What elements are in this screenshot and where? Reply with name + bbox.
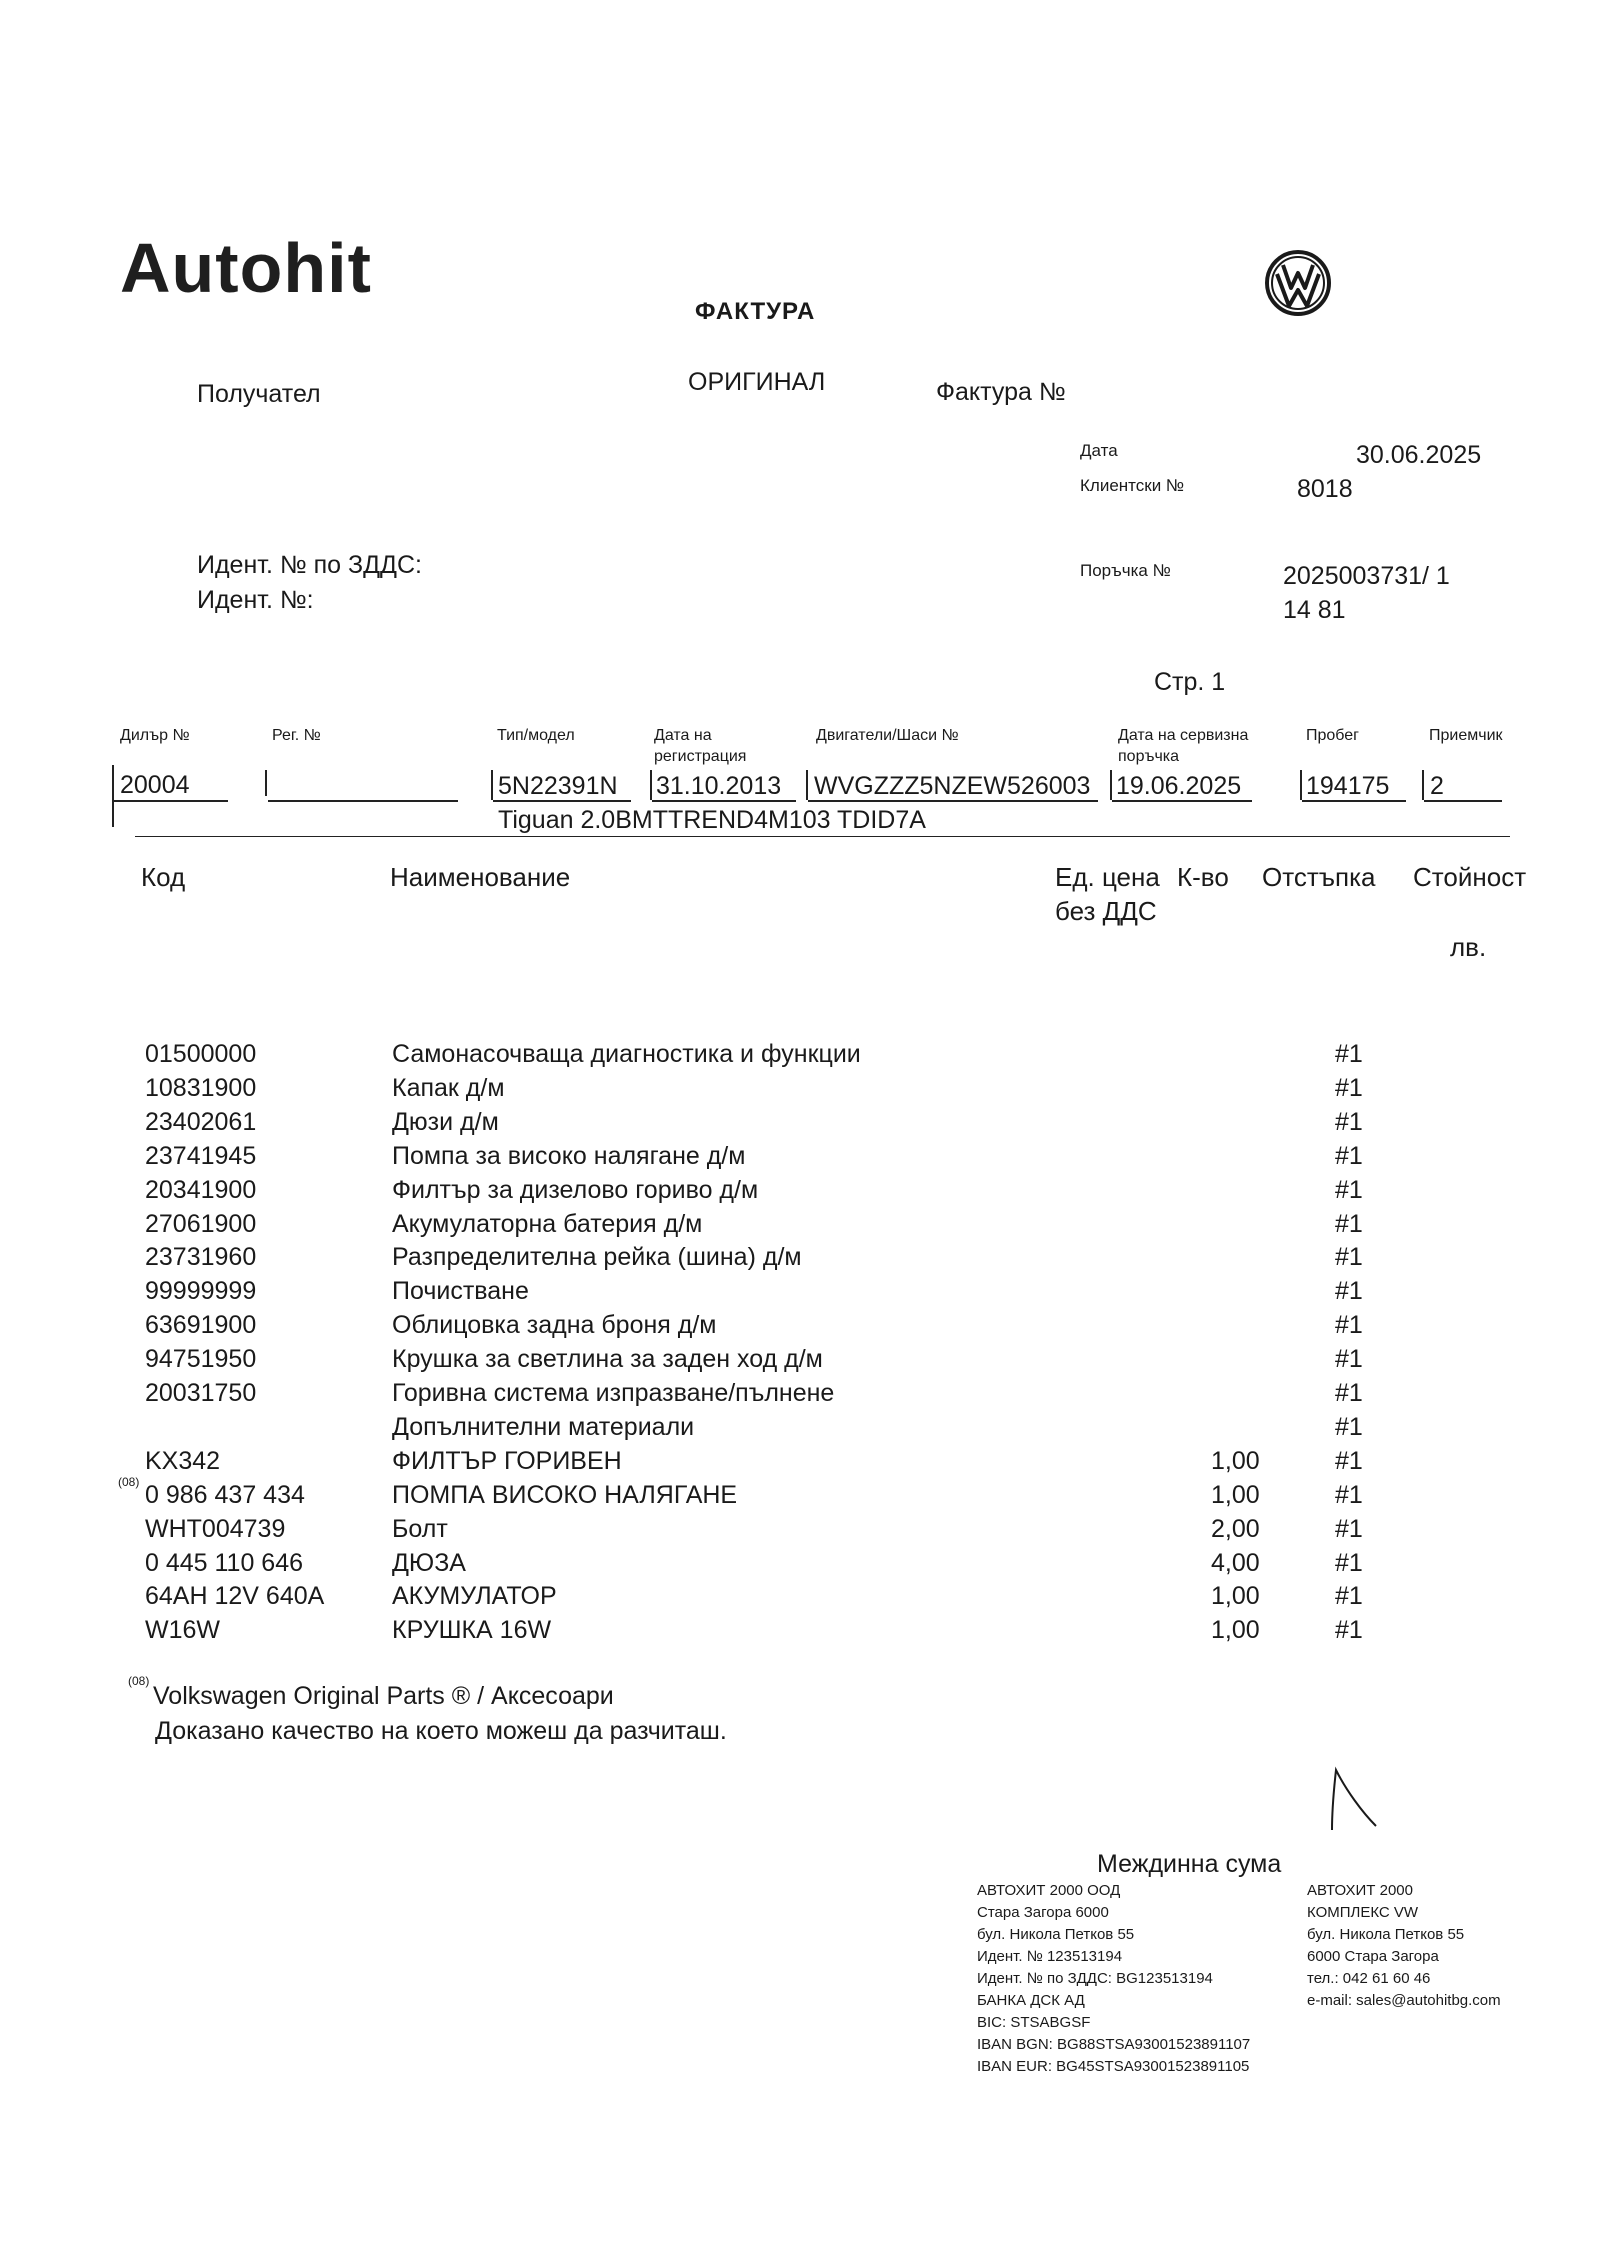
col-header-name: Наименование [390,862,571,892]
item-qty: 1,00 [1211,1480,1260,1509]
signature-mark [1318,1760,1398,1840]
item-discount: #1 [1335,1616,1363,1645]
table-row [0,1142,1600,1176]
item-code: 99999999 [145,1277,257,1306]
company-info-line: e-mail: sales@autohitbg.com [1307,1992,1501,2009]
recipient-label: Получател [197,380,321,408]
item-code: 23731960 [145,1243,257,1272]
item-qty: 1,00 [1211,1616,1260,1645]
item-code: 64AH 12V 640A [145,1582,325,1611]
order-number-label: Поръчка № [1080,561,1171,580]
parts-line: Volkswagen Original Parts ® / Аксесоари [153,1682,614,1710]
company-info-line: Стара Загора 6000 [977,1904,1109,1921]
item-code: W16W [145,1616,220,1645]
table-row [0,1616,1600,1650]
date-label: Дата [1080,441,1118,460]
invoice-number-label: Фактура № [936,378,1066,406]
item-discount: #1 [1335,1345,1363,1374]
item-name: Капак д/м [392,1073,505,1102]
item-discount: #1 [1335,1480,1363,1509]
company-info-line: 6000 Стара Загора [1307,1948,1439,1965]
registration-date: 31.10.2013 [656,772,782,800]
type-model-label: Тип/модел [497,727,575,744]
table-row [0,1108,1600,1142]
registration-date-label: Дата на регистрация [654,727,747,765]
item-discount: #1 [1335,1379,1363,1407]
item-name: ФИЛТЪР ГОРИВЕН [392,1446,622,1475]
item-qty: 1,00 [1211,1582,1260,1611]
item-name: Почистване [392,1277,529,1306]
chassis-number: WVGZZZ5NZEW526003 [814,772,1091,800]
col-header-discount: Отстъпка [1262,862,1376,892]
company-info-line: Идент. № 123513194 [977,1948,1123,1965]
table-row [0,1474,1600,1515]
item-discount: #1 [1335,1582,1363,1611]
col-header-value: Стойност [1413,862,1527,892]
company-info-line: IBAN BGN: BG88STSA93001523891107 [977,2036,1251,2053]
company-details-left [977,1880,1250,2078]
parts-footnote-mark: (08) [128,1674,150,1688]
receiver-label: Приемчик [1429,727,1503,744]
item-discount: #1 [1335,1073,1363,1102]
service-date-label: Дата на сервизна поръчка [1118,727,1249,765]
item-discount: #1 [1335,1277,1363,1306]
table-row [0,1379,1600,1413]
mileage-label: Пробег [1306,727,1360,744]
page-label: Стр. 1 [1154,668,1226,696]
vw-logo-icon [1263,248,1333,318]
company-info-line: БАНКА ДСК АД [977,1992,1085,2009]
company-info-line: тел.: 042 61 60 46 [1307,1970,1431,1987]
company-info-line: BIC: STSABGSF [977,2014,1091,2031]
item-qty: 4,00 [1211,1548,1260,1577]
company-info-line: АВТОХИТ 2000 ООД [977,1882,1121,1899]
item-discount: #1 [1335,1209,1363,1238]
receiver: 2 [1430,772,1444,800]
table-row [0,1277,1600,1311]
company-info-line: бул. Никола Петков 55 [977,1926,1135,1943]
item-code: 10831900 [145,1073,257,1102]
item-code: 20341900 [145,1175,257,1204]
item-code: 23402061 [145,1107,257,1136]
id-label: Идент. №: [197,586,314,614]
document-title: ФАКТУРА [695,298,816,325]
item-name: Облицовка задна броня д/м [392,1311,717,1340]
table-row [0,1447,1600,1481]
table-row [0,1040,1600,1074]
item-qty: 2,00 [1211,1514,1260,1543]
table-row [0,1311,1600,1345]
item-code: 27061900 [145,1209,257,1238]
item-discount: #1 [1335,1548,1363,1577]
company-info-line: Идент. № по ЗДДС: BG123513194 [977,1970,1213,1987]
item-code: 63691900 [145,1311,257,1340]
dealer-number-label: Дилър № [120,727,190,744]
order-number-value: 2025003731/ 1 [1283,562,1450,590]
table-row [0,1176,1600,1210]
item-name: КРУШКА 16W [392,1616,552,1645]
item-name: Допълнителни материали [392,1412,695,1441]
item-discount: #1 [1335,1107,1363,1136]
client-number-label: Клиентски № [1080,476,1185,495]
company-info-line: бул. Никола Петков 55 [1307,1926,1465,1943]
item-discount: #1 [1335,1243,1363,1272]
item-code: 0 986 437 434 [145,1480,305,1509]
currency-label: лв. [1450,932,1487,962]
item-name: Акумулаторна батерия д/м [392,1209,703,1238]
order-number-value-2: 14 81 [1283,596,1346,624]
subtotal-label: Междинна сума [1097,1850,1282,1878]
table-row [0,1413,1600,1447]
dealer-number: 20004 [120,771,190,799]
item-code: KX342 [145,1446,221,1475]
item-name: АКУМУЛАТОР [392,1582,557,1611]
item-discount: #1 [1335,1446,1363,1475]
item-code: 20031750 [145,1379,257,1407]
item-name: Дюзи д/м [392,1107,499,1136]
item-name: Горивна система изпразване/пълнене [392,1379,835,1407]
company-info-line: IBAN EUR: BG45STSA93001523891105 [977,2058,1250,2075]
vat-id-label: Идент. № по ЗДДС: [197,551,422,579]
item-code: 23741945 [145,1141,257,1170]
item-name: ПОМПА ВИСОКО НАЛЯГАНЕ [392,1480,738,1509]
item-code: 01500000 [145,1040,257,1068]
engine-chassis-label: Двигатели/Шаси № [816,727,959,744]
item-footnote-mark: (08) [118,1474,140,1489]
item-code: 0 445 110 646 [145,1548,304,1577]
type-model: 5N22391N [498,772,618,800]
item-name: Болт [392,1514,448,1543]
item-name: Самонасочваща диагностика и функции [392,1040,861,1068]
table-row [0,1345,1600,1379]
copy-type: ОРИГИНАЛ [688,368,826,396]
item-name: Филтър за дизелово гориво д/м [392,1175,759,1204]
quality-line: Доказано качество на което можеш да разчиташ. [155,1717,727,1745]
col-header-unit-price: Ед. цена без ДДС [1055,862,1160,926]
client-number-value: 8018 [1297,475,1353,503]
item-discount: #1 [1335,1514,1363,1543]
service-date: 19.06.2025 [1116,772,1242,800]
item-qty: 1,00 [1211,1446,1260,1475]
registration-number-label: Рег. № [272,727,321,744]
company-info-line: АВТОХИТ 2000 [1307,1882,1413,1899]
item-name: Крушка за светлина за заден ход д/м [392,1345,823,1374]
item-discount: #1 [1335,1141,1363,1170]
mileage: 194175 [1306,772,1390,800]
table-row [0,1074,1600,1108]
table-row [0,1515,1600,1549]
item-discount: #1 [1335,1412,1363,1441]
item-name: Разпределителна рейка (шина) д/м [392,1243,802,1272]
company-details-right [1307,1880,1501,2012]
item-code: 94751950 [145,1345,257,1374]
item-code: WHT004739 [145,1514,286,1543]
item-discount: #1 [1335,1175,1363,1204]
item-name: Помпа за високо налягане д/м [392,1141,746,1170]
company-logo: Autohit [120,229,372,307]
table-row [0,1243,1600,1277]
col-header-code: Код [141,862,186,892]
date-value: 30.06.2025 [1356,441,1482,469]
table-row [0,1549,1600,1583]
company-info-line: КОМПЛЕКС VW [1307,1904,1419,1921]
table-row [0,1582,1600,1616]
table-row [0,1210,1600,1244]
item-name: ДЮЗА [392,1548,466,1577]
item-discount: #1 [1335,1040,1363,1068]
item-discount: #1 [1335,1311,1363,1340]
col-header-qty: К-во [1177,862,1229,892]
model-description: Tiguan 2.0BMTTREND4M103 TDID7A [498,806,926,834]
